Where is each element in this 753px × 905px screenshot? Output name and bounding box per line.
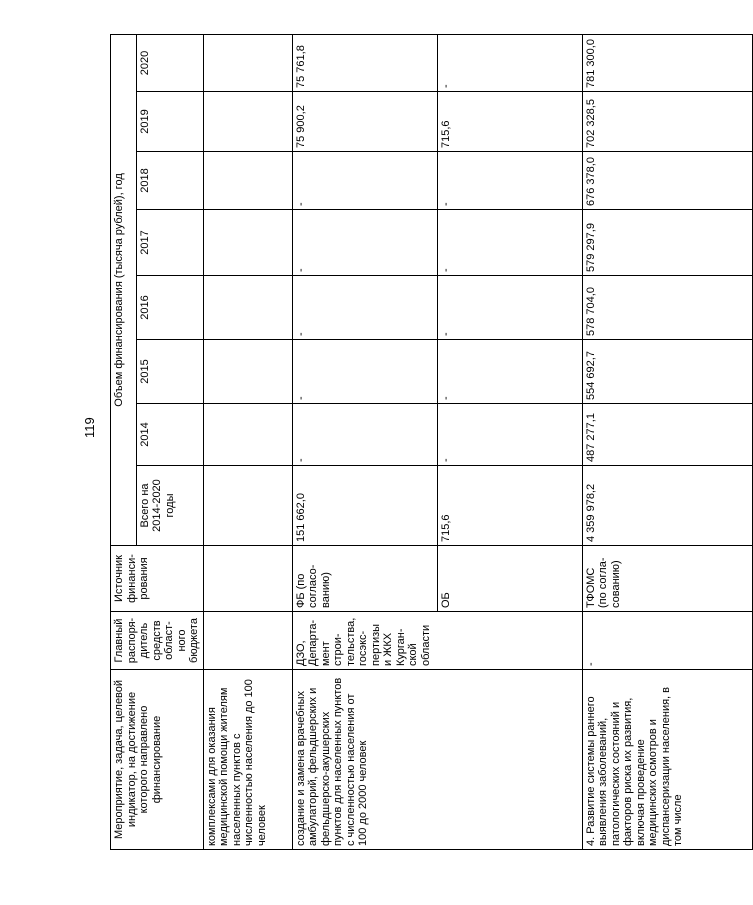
header-volume-group: Объем финансирования (тысяча рублей), год [111,34,137,545]
measure-cell: создание и замена врачебных амбулаторий, фельдшерских и фельдшерско-акушерских пунктов для населенных пунктов с численностью населения от 100 до 2000 человек [292,670,582,850]
header-year: 2019 [136,92,203,152]
year-value-cell: 75 900,2 [292,92,437,152]
header-year: 2020 [136,34,203,91]
header-manager: Главный распоря-дитель средств област-ного бюджета [111,612,204,670]
year-value-cell: 702 328,5 [582,92,752,152]
year-value-cell: - [437,210,582,276]
header-year: 2017 [136,210,203,276]
manager-cell: - [582,612,752,670]
year-value-cell: - [292,340,437,404]
source-cell: ОБ [437,546,582,612]
year-value-cell [203,152,292,210]
total-cell [203,466,292,546]
total-cell: 4 359 978,2 [582,466,752,546]
source-cell: ФБ (по согласо-ванию) [292,546,437,612]
total-cell: 715,6 [437,466,582,546]
header-year: 2018 [136,152,203,210]
year-value-cell: 715,6 [437,92,582,152]
year-value-cell [203,210,292,276]
table-row [582,34,752,849]
year-value-cell: 75 761,8 [292,34,437,91]
page-number: 119 [82,417,97,438]
year-value-cell [203,404,292,466]
manager-cell [203,612,292,670]
table-row [203,34,292,849]
year-value-cell: - [292,210,437,276]
header-measure: Мероприятие, задача, целевой индикатор, на достижение которого направлено финансирование [111,670,204,850]
funding-table-wrapper [110,35,684,850]
year-value-cell [203,34,292,91]
year-value-cell: 781 300,0 [582,34,752,91]
source-cell [203,546,292,612]
year-value-cell: - [437,152,582,210]
measure-cell: 4. Развитие системы раннего выявления заболеваний, патологических состояний и факторов риска их развития, включая проведение медицинских осмотров и диспансеризации населения, в том числе [582,670,752,850]
year-value-cell: 487 277,1 [582,404,752,466]
header-row-1 [111,34,137,849]
year-value-cell: - [437,340,582,404]
year-value-cell [203,276,292,340]
total-cell: 151 662,0 [292,466,437,546]
year-value-cell: 554 692,7 [582,340,752,404]
year-value-cell: 676 378,0 [582,152,752,210]
header-total: Всего на 2014-2020 годы [136,466,203,546]
table-row [292,34,437,849]
year-value-cell: - [437,276,582,340]
manager-cell: ДЗО, Департа-мент строи-тельства, госэкс-пертизы и ЖКХ Курган-ской области [292,612,582,670]
funding-table [110,34,753,850]
year-value-cell [203,92,292,152]
measure-cell: комплексами для оказания медицинской помощи жителям населенных пунктов с численностью населения до 100 человек [203,670,292,850]
header-year: 2014 [136,404,203,466]
year-value-cell: - [292,276,437,340]
year-value-cell [203,340,292,404]
source-cell: ТФОМС (по согла-сованию) [582,546,752,612]
header-year: 2016 [136,276,203,340]
year-value-cell: - [292,404,437,466]
year-value-cell: - [437,34,582,91]
year-value-cell: 579 297,9 [582,210,752,276]
year-value-cell: - [292,152,437,210]
year-value-cell: - [437,404,582,466]
header-source: Источник финанси-рования [111,546,204,612]
year-value-cell: 578 704,0 [582,276,752,340]
header-year: 2015 [136,340,203,404]
